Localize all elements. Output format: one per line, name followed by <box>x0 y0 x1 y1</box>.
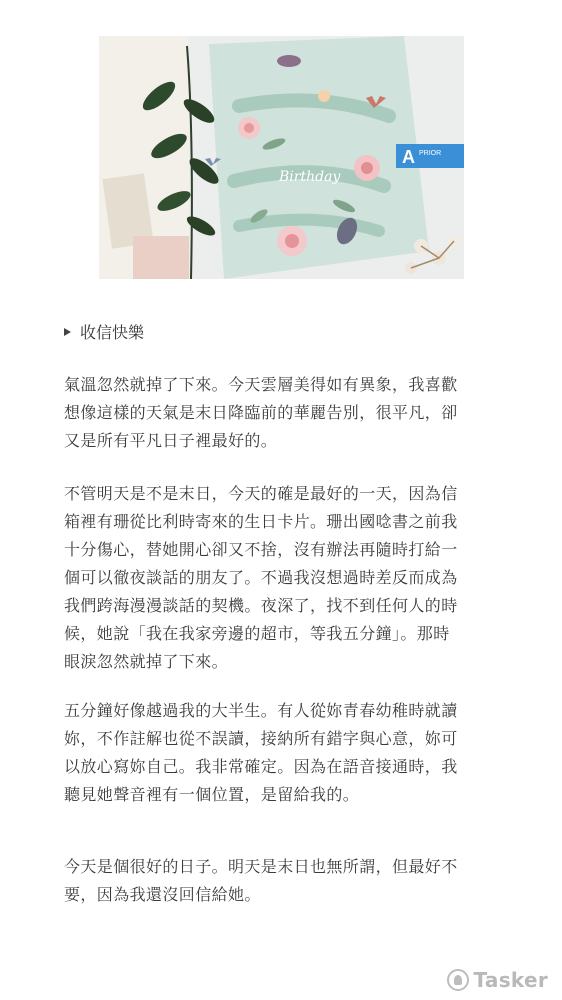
paragraph-1: 氣溫忽然就掉了下來。今天雲層美得如有異象，我喜歡 想像這樣的天氣是末日降臨前的華麗告別，很平凡，卻 又是所有平凡日子裡最好的。 <box>64 375 458 450</box>
brand-name: Tasker <box>473 968 548 992</box>
stamp-letter: A <box>402 147 415 167</box>
paragraph-4: 今天是個很好的日子。明天是末日也無所謂，但最好不 要，因為我還沒回信給她。 <box>64 857 458 904</box>
paragraph-3: 五分鐘好像越過我的大半生。有人從妳青春幼稚時就讀 妳，不作註解也從不誤讀，接納所有錯字與心意，妳可 以放心寫妳自己。我非常確定。因為在語音接通時，我 聽見她聲音裡有一個位置，是留給我的。 <box>64 701 458 804</box>
brand-logo-icon <box>447 969 469 991</box>
card-script-text: Birthday <box>279 169 341 185</box>
triangle-bullet-icon <box>64 328 71 336</box>
section-heading <box>64 320 144 343</box>
brand-watermark <box>447 968 548 992</box>
section-heading-text: 收信快樂 <box>80 323 145 342</box>
stamp-text: PRIOR <box>419 150 442 157</box>
birthday-card-photo <box>99 36 464 279</box>
paragraph-2: 不管明天是不是末日，今天的確是最好的一天，因為信 箱裡有珊從比利時寄來的生日卡片。珊出國唸書之前我 十分傷心，替她開心卻又不捨，沒有辦法再隨時打給一 個可以徹夜談話的朋友了。不過我沒想過時差反而成為 我們跨海漫漫談話的契機。夜深了，找不到任何人的時 候，她說「我在我家旁邊的超市，等我五分鐘」。那時 眼淚忽然就掉了下來。 <box>64 484 458 671</box>
